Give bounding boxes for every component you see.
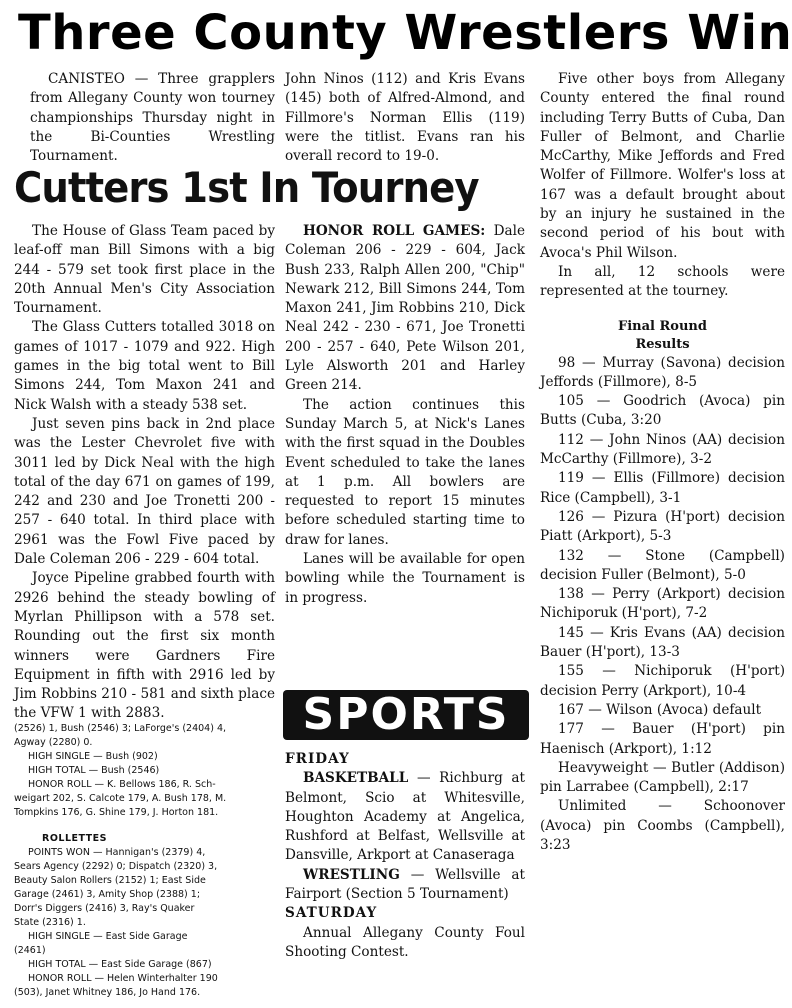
league-line: Dorr's Diggers (2416) 3, Ray's Quaker [14, 903, 195, 914]
wrestling-paragraph-4: In all, 12 schools were represented at the tourney. [540, 263, 785, 300]
sports-banner: SPORTS [283, 690, 529, 740]
bowling-headline: Cutters 1st In Tourney [14, 163, 479, 212]
wrestling-column-2 [285, 70, 525, 166]
result-item: 105 — Goodrich (Avoca) pin Butts (Cuba, 3:20 [540, 393, 785, 429]
basketball-label: BASKETBALL [303, 770, 409, 787]
friday-label: FRIDAY [285, 751, 350, 767]
bowling-paragraph-1: The House of Glass Team paced by leaf-off man Bill Simons with a big 244 - 579 set took first place in the 20th Annual Men's City Association Tournament. [14, 223, 275, 317]
wrestling-text: — Wellsville at Fairport (Section 5 Tournament) [285, 866, 525, 903]
honor-roll-label: HONOR ROLL GAMES: [303, 223, 486, 239]
league-line: Tompkins 176, G. Shine 179, J. Horton 181. [14, 807, 219, 818]
bowling-closing-1: The action continues this Sunday March 5, at Nick's Lanes with the first squad in the Doubles Event scheduled to take the lanes at 1 p.m. All bowlers are requested to report 15 minutes before scheduled starting time to draw for lanes. [285, 396, 525, 548]
result-item: 132 — Stone (Campbell) decision Fuller (Belmont), 5-0 [540, 547, 785, 583]
final-round-results [540, 354, 785, 856]
basketball-text: — Richburg at Belmont, Scio at Whitesville, Houghton Academy at Angelica, Rushford at Belfast, Wellsville at Dansville, Arkport at Canaseraga [285, 770, 525, 864]
friday-basketball [285, 769, 525, 865]
result-item: 145 — Kris Evans (AA) decision Bauer (H'port), 13-3 [540, 624, 785, 661]
result-item: 155 — Nichiporuk (H'port) decision Perry (Arkport), 10-4 [540, 663, 785, 699]
bowling-paragraph-2: The Glass Cutters totalled 3018 on games of 1017 - 1079 and 922. High games in the big total went to Bill Simons 244, Tom Maxon 241 and Nick Walsh with a steady 538 set. [14, 319, 275, 413]
league-line: Beauty Salon Rollers (2152) 1; East Side [14, 875, 206, 886]
league-results [14, 722, 276, 1000]
bowling-paragraph-4: Joyce Pipeline grabbed fourth with 2926 behind the steady bowling of Myrlan Phillipson with a 578 set. Rounding out the first six month winners were Gardners Fire Equipment in fifth with 2916 led by Jim Robbins 210 - 581 and sixth place the VFW 1 with 2883. [14, 570, 275, 722]
league-line: Agway (2280) 0. [14, 737, 93, 748]
wrestling-paragraph-2: John Ninos (112) and Kris Evans (145) both of Alfred-Almond, and Fillmore's Norman Ellis (119) were the titlist. Evans ran his overall record to 19-0. [285, 71, 525, 165]
league-line: HONOR ROLL — Helen Winterhalter 190 [28, 973, 218, 984]
league-line: HIGH SINGLE — Bush (902) [28, 751, 158, 762]
league-line: HIGH SINGLE — East Side Garage [28, 931, 188, 942]
bowling-column-1 [14, 222, 275, 724]
wrestling-paragraph-1: CANISTEO — Three grapplers from Allegany County won tourney championships Thursday night in the Bi-Counties Wrestling Tournament. [30, 71, 275, 165]
saturday-text: Annual Allegany County Foul Shooting Contest. [285, 924, 525, 960]
result-item: 167 — Wilson (Avoca) default [558, 701, 762, 718]
saturday-label: SATURDAY [285, 905, 378, 922]
bowling-closing-2: Lanes will be available for open bowling while the Tournament is in progress. [285, 551, 525, 606]
sports-schedule [285, 750, 525, 962]
league-line: HONOR ROLL — K. Bellows 186, R. Sch- [28, 779, 216, 790]
league-line: (2526) 1, Bush (2546) 3; LaForge's (2404) 4, [14, 723, 227, 734]
league-line: weigart 202, S. Calcote 179, A. Bush 178, M. [14, 793, 227, 804]
wrestling-column-1 [30, 70, 275, 166]
wrestling-column-3 [540, 70, 785, 855]
league-line: State (2316) 1. [14, 917, 86, 928]
result-item: 126 — Pizura (H'port) decision Piatt (Arkport), 5-3 [540, 508, 785, 545]
main-headline: Three County Wrestlers Win [18, 5, 792, 61]
league-line: HIGH TOTAL — East Side Garage (867) [28, 959, 212, 970]
result-item: Heavyweight — Butler (Addison) pin Larrabee (Campbell), 2:17 [540, 759, 785, 796]
league-line: Sears Agency (2292) 0; Dispatch (2320) 3, [14, 861, 218, 872]
result-item: 98 — Murray (Savona) decision Jeffords (Fillmore), 8-5 [540, 354, 785, 390]
honor-roll-paragraph [285, 222, 525, 396]
rollettes-header: ROLLETTES [42, 833, 107, 844]
league-line: Garage (2461) 3, Amity Shop (2388) 1; [14, 889, 201, 900]
wrestling-label: WRESTLING [303, 866, 400, 883]
final-round-subtitle: Results [635, 336, 690, 352]
wrestling-paragraph-3: Five other boys from Allegany County entered the final round including Terry Butts of Cuba, Dan Fuller of Belmont, and Charlie McCarthy, Mike Jeffords and Fred Wolfer of Fillmore. Wolfer's loss at 167 was a default brought about by an injury he sustained in the second period of his bout with Avoca's Phil Wilson. [540, 71, 785, 261]
honor-roll-text: Dale Coleman 206 - 229 - 604, Jack Bush 233, Ralph Allen 200, "Chip" Newark 212, Bill Simons 244, Tom Maxon 241, Jim Robbins 210, Dick Neal 242 - 230 - 671, Joe Tronetti 200 - 257 - 640, Pete Wilson 201, Lyle Alsworth 201 and Harley Green 214. [285, 223, 525, 394]
result-item: 138 — Perry (Arkport) decision Nichiporuk (H'port), 7-2 [540, 586, 785, 622]
league-line: (503), Janet Whitney 186, Jo Hand 176. [14, 987, 201, 998]
league-line: (2461) [14, 945, 46, 956]
result-item: Unlimited — Schoonover (Avoca) pin Coombs (Campbell), 3:23 [540, 798, 785, 853]
result-item: 112 — John Ninos (AA) decision McCarthy (Fillmore), 3-2 [540, 431, 785, 468]
bowling-paragraph-3: Just seven pins back in 2nd place was the Lester Chevrolet five with 3011 led by Dick Neal with the high total of the day 671 on games of 199, 242 and 230 and Joe Tronetti 200 - 257 - 640 total. In third place with 2961 was the Fowl Five paced by Dale Coleman 206 - 229 - 604 total. [14, 415, 275, 568]
league-line: POINTS WON — Hannigan's (2379) 4, [28, 847, 206, 858]
result-item: 177 — Bauer (H'port) pin Haenisch (Arkport), 1:12 [540, 721, 785, 757]
result-item: 119 — Ellis (Fillmore) decision Rice (Campbell), 3-1 [540, 470, 785, 506]
final-round-title: Final Round [618, 318, 707, 334]
league-line: HIGH TOTAL — Bush (2546) [28, 765, 160, 776]
bowling-column-2 [285, 222, 525, 608]
friday-wrestling [285, 866, 525, 905]
